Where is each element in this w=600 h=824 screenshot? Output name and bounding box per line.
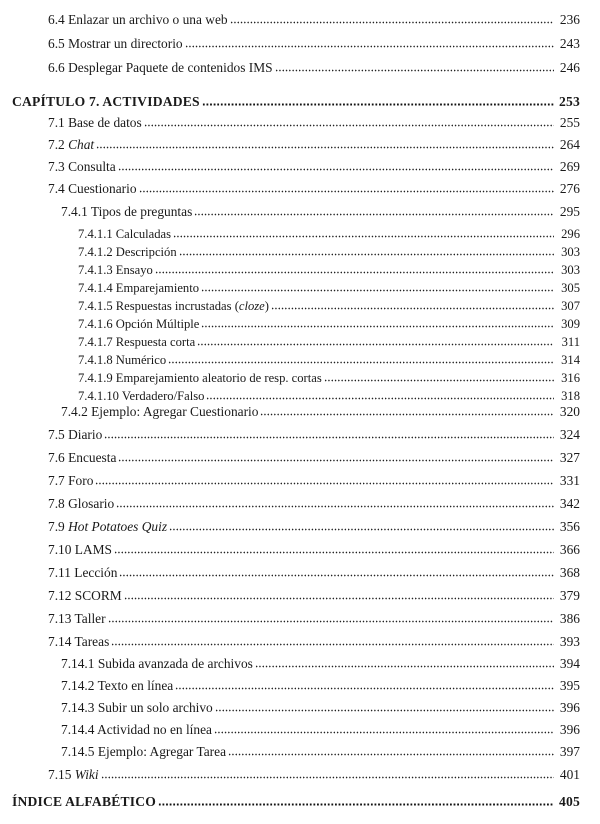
toc-entry[interactable] bbox=[48, 60, 580, 76]
toc-entry-title: 7.9 Hot Potatoes Quiz bbox=[48, 519, 168, 534]
toc-entry-title: 7.4.1.7 Respuesta corta bbox=[78, 335, 196, 349]
dot-leader bbox=[255, 665, 554, 668]
toc-entry[interactable] bbox=[78, 334, 580, 350]
toc-entry[interactable] bbox=[48, 181, 580, 197]
dot-leader bbox=[214, 731, 554, 734]
toc-entry[interactable] bbox=[78, 262, 580, 278]
toc-entry[interactable] bbox=[48, 767, 580, 783]
toc-entry[interactable] bbox=[61, 700, 580, 716]
toc-page-number: 356 bbox=[559, 519, 580, 534]
toc-chapter-entry[interactable] bbox=[12, 94, 580, 110]
toc-page-number: 366 bbox=[559, 542, 580, 557]
toc-entry[interactable] bbox=[48, 542, 580, 558]
toc-entry-title: 6.5 Mostrar un directorio bbox=[48, 36, 183, 51]
dot-leader bbox=[324, 379, 554, 382]
dot-leader bbox=[116, 505, 554, 508]
toc-page-number: 246 bbox=[559, 60, 580, 75]
toc-page-number: 295 bbox=[559, 204, 580, 219]
toc-page-number: 318 bbox=[561, 389, 580, 403]
toc-page-number: 243 bbox=[559, 36, 580, 51]
toc-page-number: 320 bbox=[559, 404, 580, 419]
toc-page-number: 386 bbox=[559, 611, 580, 626]
dot-leader bbox=[260, 413, 554, 416]
toc-page-number: 311 bbox=[561, 335, 580, 349]
toc-entry[interactable] bbox=[48, 450, 580, 466]
dot-leader bbox=[119, 574, 554, 577]
dot-leader bbox=[185, 45, 554, 48]
toc-page-number: 264 bbox=[559, 137, 580, 152]
toc-entry[interactable] bbox=[48, 137, 580, 153]
toc-page-number: 269 bbox=[559, 159, 580, 174]
toc-entry-title: 7.7 Foro bbox=[48, 473, 94, 488]
toc-entry[interactable] bbox=[48, 588, 580, 604]
toc-page-number: 393 bbox=[559, 634, 580, 649]
dot-leader bbox=[95, 482, 554, 485]
dot-leader bbox=[201, 289, 554, 292]
dot-leader bbox=[168, 361, 554, 364]
dot-leader bbox=[139, 190, 554, 193]
toc-page-number: 401 bbox=[559, 767, 580, 782]
dot-leader bbox=[230, 21, 554, 24]
toc-page-number: 307 bbox=[561, 299, 580, 313]
toc-page-number: 396 bbox=[559, 700, 580, 715]
toc-page-number: 324 bbox=[559, 427, 580, 442]
toc-page-number: 305 bbox=[561, 281, 580, 295]
toc-entry-title: 7.4.1.2 Descripción bbox=[78, 245, 177, 259]
toc-entry-title: 7.13 Taller bbox=[48, 611, 106, 626]
dot-leader bbox=[202, 103, 554, 106]
toc-entry-title: 7.4.1.9 Emparejamiento aleatorio de resp. cortas bbox=[78, 371, 322, 385]
toc-entry-title: 7.4.1.8 Numérico bbox=[78, 353, 167, 367]
toc-entry-title: 7.4.1.3 Ensayo bbox=[78, 263, 153, 277]
toc-page-number: 394 bbox=[559, 656, 580, 671]
toc-chapter-entry[interactable] bbox=[12, 794, 580, 810]
toc-entry[interactable] bbox=[48, 496, 580, 512]
toc-entry[interactable] bbox=[61, 744, 580, 760]
toc-entry[interactable] bbox=[48, 611, 580, 627]
dot-leader bbox=[114, 551, 554, 554]
toc-page-number: 405 bbox=[559, 794, 580, 809]
dot-leader bbox=[228, 753, 554, 756]
toc-page-number: 342 bbox=[559, 496, 580, 511]
dot-leader bbox=[118, 168, 554, 171]
dot-leader bbox=[215, 709, 554, 712]
toc-entry-title: 7.4.1.1 Calculadas bbox=[78, 227, 172, 241]
toc-entry-title: 7.5 Diario bbox=[48, 427, 103, 442]
toc-entry[interactable] bbox=[78, 370, 580, 386]
toc-entry-title: 7.4.2 Ejemplo: Agregar Cuestionario bbox=[61, 404, 259, 419]
toc-page-number: 395 bbox=[559, 678, 580, 693]
toc-entry[interactable] bbox=[78, 298, 580, 314]
toc-entry-title: 7.14.5 Ejemplo: Agregar Tarea bbox=[61, 744, 227, 759]
toc-page-number: 327 bbox=[559, 450, 580, 465]
toc-entry[interactable] bbox=[78, 244, 580, 260]
dot-leader bbox=[194, 213, 554, 216]
dot-leader bbox=[179, 253, 554, 256]
dot-leader bbox=[206, 397, 554, 400]
toc-entry[interactable] bbox=[78, 226, 580, 242]
dot-leader bbox=[169, 528, 554, 531]
toc-entry[interactable] bbox=[78, 352, 580, 368]
toc-entry-title: 7.14.3 Subir un solo archivo bbox=[61, 700, 213, 715]
toc-entry[interactable] bbox=[61, 678, 580, 694]
toc-entry-title: 7.3 Consulta bbox=[48, 159, 116, 174]
toc-entry[interactable] bbox=[48, 634, 580, 650]
toc-entry-title: 7.14.4 Actividad no en línea bbox=[61, 722, 212, 737]
toc-entry-title: 7.8 Glosario bbox=[48, 496, 115, 511]
toc-entry-title: 6.4 Enlazar un archivo o una web bbox=[48, 12, 228, 27]
dot-leader bbox=[101, 776, 554, 779]
toc-entry-title: 7.4.1 Tipos de preguntas bbox=[61, 204, 193, 219]
toc-entry[interactable] bbox=[48, 115, 580, 131]
toc-entry-title: 7.4.1.6 Opción Múltiple bbox=[78, 317, 200, 331]
toc-entry-title: 7.2 Chat bbox=[48, 137, 95, 152]
toc-entry[interactable] bbox=[48, 159, 580, 175]
toc-page-number: 276 bbox=[559, 181, 580, 196]
toc-page-number: 379 bbox=[559, 588, 580, 603]
toc-entry-title: 7.14 Tareas bbox=[48, 634, 110, 649]
toc-page-number: 253 bbox=[559, 94, 580, 109]
dot-leader bbox=[108, 620, 554, 623]
toc-page-number: 236 bbox=[559, 12, 580, 27]
dot-leader bbox=[124, 597, 554, 600]
toc-entry-title: 7.14.2 Texto en línea bbox=[61, 678, 174, 693]
toc-entry-title: 7.12 SCORM bbox=[48, 588, 122, 603]
dot-leader bbox=[155, 271, 554, 274]
toc-page-number: 296 bbox=[561, 227, 580, 241]
dot-leader bbox=[144, 124, 554, 127]
dot-leader bbox=[175, 687, 554, 690]
dot-leader bbox=[158, 803, 554, 806]
toc-entry-title: 6.6 Desplegar Paquete de contenidos IMS bbox=[48, 60, 273, 75]
dot-leader bbox=[275, 69, 554, 72]
toc-entry[interactable] bbox=[78, 280, 580, 296]
dot-leader bbox=[96, 146, 554, 149]
toc-page-number: 303 bbox=[561, 263, 580, 277]
dot-leader bbox=[173, 235, 554, 238]
toc-page-number: 309 bbox=[561, 317, 580, 331]
toc-entry[interactable] bbox=[48, 427, 580, 443]
toc-entry[interactable] bbox=[48, 473, 580, 489]
toc-page-number: 397 bbox=[559, 744, 580, 759]
toc-entry-title: 7.15 Wiki bbox=[48, 767, 99, 782]
dot-leader bbox=[104, 436, 554, 439]
toc-entry[interactable] bbox=[61, 204, 580, 220]
toc-entry[interactable] bbox=[78, 388, 580, 404]
dot-leader bbox=[271, 307, 554, 310]
toc-entry[interactable] bbox=[48, 519, 580, 535]
toc-entry[interactable] bbox=[48, 36, 580, 52]
toc-entry-title: 7.10 LAMS bbox=[48, 542, 112, 557]
toc-entry-title: 7.4.1.5 Respuestas incrustadas (cloze) bbox=[78, 299, 269, 313]
dot-leader bbox=[201, 325, 554, 328]
toc-entry-title: 7.14.1 Subida avanzada de archivos bbox=[61, 656, 253, 671]
toc-entry[interactable] bbox=[61, 722, 580, 738]
toc-entry-title: 7.4.1.10 Verdadero/Falso bbox=[78, 389, 205, 403]
toc-entry[interactable] bbox=[48, 565, 580, 581]
toc-entry[interactable] bbox=[78, 316, 580, 332]
toc-entry-title: CAPÍTULO 7. ACTIVIDADES bbox=[12, 94, 200, 109]
toc-entry-title: 7.1 Base de datos bbox=[48, 115, 142, 130]
toc-page-number: 303 bbox=[561, 245, 580, 259]
dot-leader bbox=[197, 343, 554, 346]
toc-entry-title: 7.6 Encuesta bbox=[48, 450, 117, 465]
dot-leader bbox=[111, 643, 554, 646]
toc-entry-title: 7.4 Cuestionario bbox=[48, 181, 137, 196]
toc-page-number: 316 bbox=[561, 371, 580, 385]
toc-entry[interactable] bbox=[61, 404, 580, 420]
toc-entry[interactable] bbox=[48, 12, 580, 28]
toc-entry[interactable] bbox=[61, 656, 580, 672]
toc-page-number: 255 bbox=[559, 115, 580, 130]
toc-page-number: 396 bbox=[559, 722, 580, 737]
dot-leader bbox=[118, 459, 554, 462]
toc-entry-title: 7.11 Lección bbox=[48, 565, 118, 580]
toc-page-number: 314 bbox=[561, 353, 580, 367]
toc-page-number: 331 bbox=[559, 473, 580, 488]
toc-page-number: 368 bbox=[559, 565, 580, 580]
toc-entry-title: 7.4.1.4 Emparejamiento bbox=[78, 281, 200, 295]
toc-entry-title: ÍNDICE ALFABÉTICO bbox=[12, 794, 157, 809]
